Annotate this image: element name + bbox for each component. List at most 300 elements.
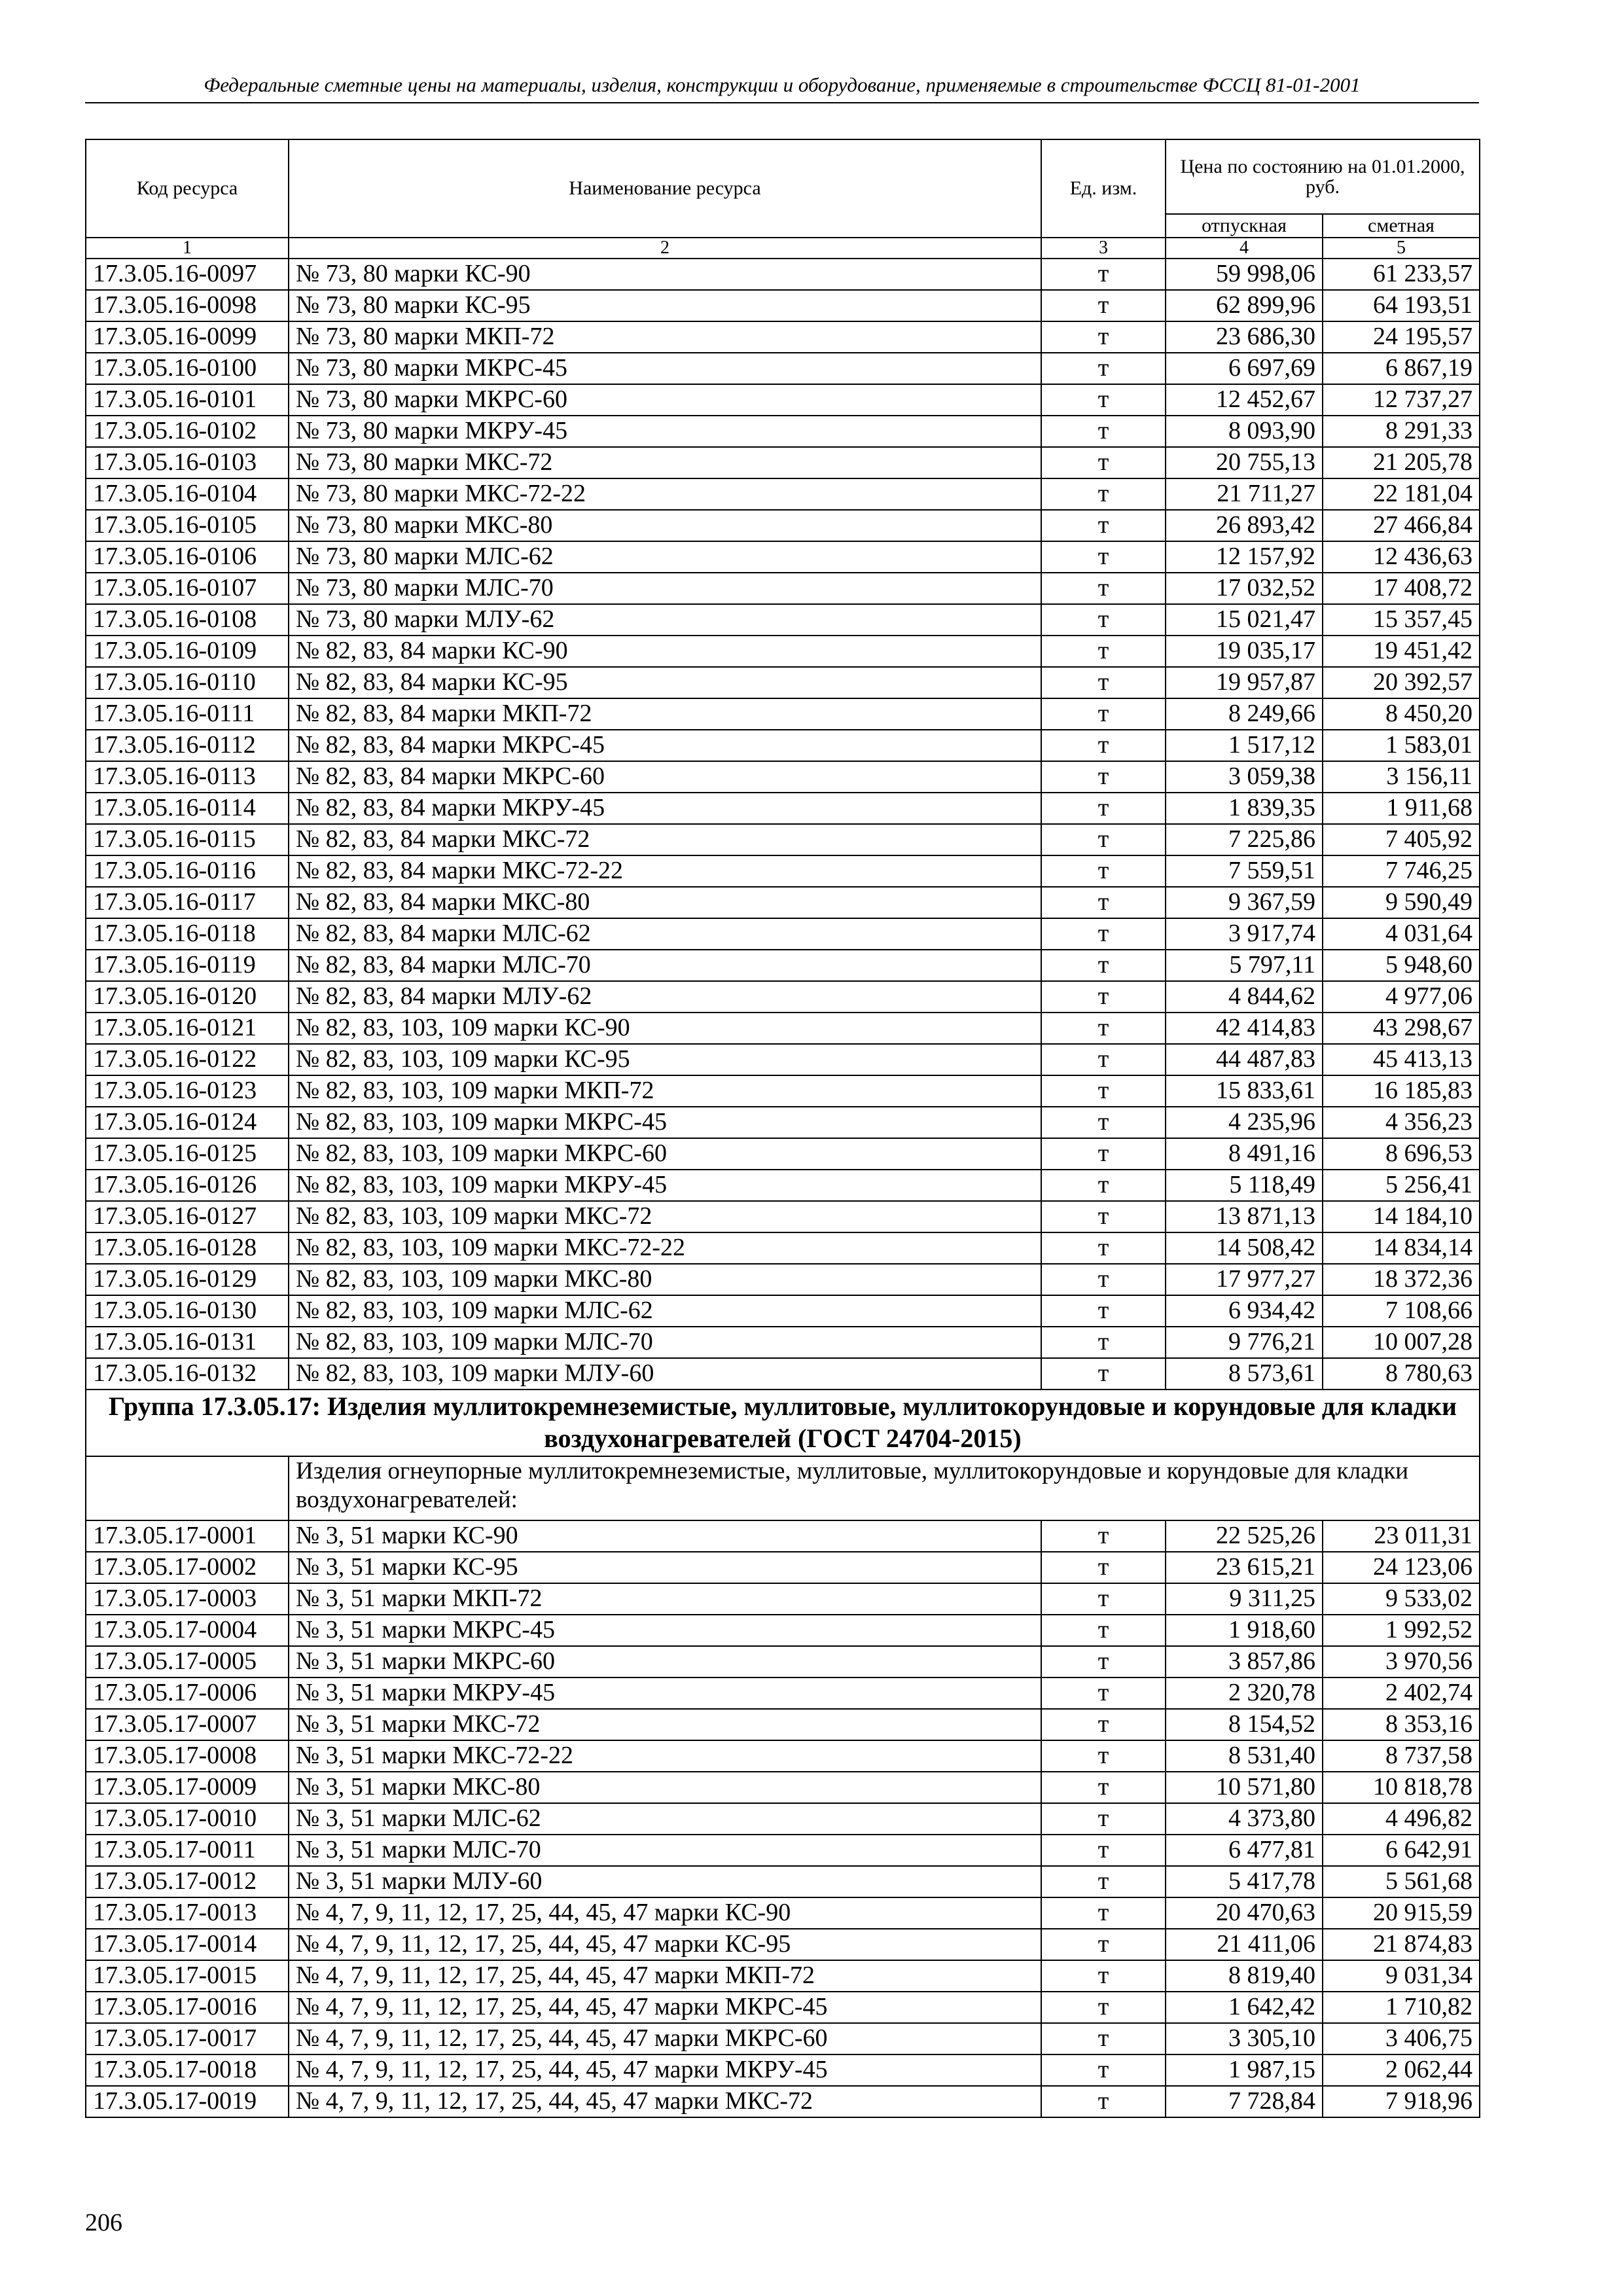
resource-name: № 82, 83, 103, 109 марки МЛС-62	[289, 1295, 1041, 1327]
table-row	[86, 290, 1480, 321]
release-price: 8 531,40	[1166, 1740, 1323, 1772]
table-row	[86, 1835, 1480, 1866]
resource-code: 17.3.05.16-0109	[86, 636, 289, 667]
resource-name: № 3, 51 марки МКС-72	[289, 1709, 1041, 1740]
release-price: 7 225,86	[1166, 824, 1323, 855]
estimate-price: 6 867,19	[1323, 353, 1480, 384]
estimate-price: 61 233,57	[1323, 259, 1480, 290]
resource-code: 17.3.05.16-0104	[86, 478, 289, 510]
table-row	[86, 478, 1480, 510]
unit-of-measure: т	[1041, 353, 1166, 384]
estimate-price: 27 466,84	[1323, 510, 1480, 541]
table-row	[86, 1615, 1480, 1646]
estimate-price: 4 496,82	[1323, 1803, 1480, 1835]
resource-code: 17.3.05.17-0012	[86, 1866, 289, 1897]
table-row	[86, 510, 1480, 541]
unit-of-measure: т	[1041, 698, 1166, 730]
release-price: 9 367,59	[1166, 887, 1323, 918]
unit-of-measure: т	[1041, 636, 1166, 667]
resource-code: 17.3.05.16-0124	[86, 1107, 289, 1138]
estimate-price: 24 123,06	[1323, 1552, 1480, 1583]
unit-of-measure: т	[1041, 1107, 1166, 1138]
estimate-price: 1 710,82	[1323, 1992, 1480, 2023]
unit-of-measure: т	[1041, 604, 1166, 636]
table-row	[86, 1992, 1480, 2023]
subgroup-code-cell	[86, 1456, 289, 1520]
resource-name: № 82, 83, 84 марки МКРС-45	[289, 730, 1041, 761]
resource-code: 17.3.05.16-0103	[86, 447, 289, 478]
table-row	[86, 604, 1480, 636]
resource-name: № 3, 51 марки МЛС-70	[289, 1835, 1041, 1866]
resource-name: № 82, 83, 84 марки МКРС-60	[289, 761, 1041, 793]
header-name: Наименование ресурса	[289, 139, 1041, 238]
resource-code: 17.3.05.16-0100	[86, 353, 289, 384]
resource-code: 17.3.05.17-0006	[86, 1677, 289, 1709]
unit-of-measure: т	[1041, 1295, 1166, 1327]
unit-of-measure: т	[1041, 1138, 1166, 1170]
resource-name: № 73, 80 марки МЛС-62	[289, 541, 1041, 573]
unit-of-measure: т	[1041, 1013, 1166, 1044]
resource-code: 17.3.05.16-0097	[86, 259, 289, 290]
release-price: 13 871,13	[1166, 1201, 1323, 1232]
resource-code: 17.3.05.17-0004	[86, 1615, 289, 1646]
header-price: Цена по состоянию на 01.01.2000, руб.	[1166, 139, 1480, 214]
release-price: 7 559,51	[1166, 855, 1323, 887]
resource-code: 17.3.05.16-0105	[86, 510, 289, 541]
estimate-price: 17 408,72	[1323, 573, 1480, 604]
unit-of-measure: т	[1041, 1803, 1166, 1835]
release-price: 59 998,06	[1166, 259, 1323, 290]
resource-name: № 73, 80 марки КС-90	[289, 259, 1041, 290]
release-price: 8 819,40	[1166, 1960, 1323, 1992]
resource-name: № 82, 83, 103, 109 марки МКП-72	[289, 1075, 1041, 1107]
column-number: 1	[86, 238, 289, 259]
estimate-price: 24 195,57	[1323, 321, 1480, 353]
table-row	[86, 918, 1480, 950]
release-price: 14 508,42	[1166, 1232, 1323, 1264]
resource-code: 17.3.05.17-0016	[86, 1992, 289, 2023]
table-row	[86, 1866, 1480, 1897]
estimate-price: 12 737,27	[1323, 384, 1480, 416]
release-price: 5 797,11	[1166, 950, 1323, 981]
unit-of-measure: т	[1041, 541, 1166, 573]
header-release-price: отпускная	[1166, 214, 1323, 238]
release-price: 1 517,12	[1166, 730, 1323, 761]
rows-section-b	[86, 1520, 1480, 2117]
resource-name: № 82, 83, 103, 109 марки МКС-72-22	[289, 1232, 1041, 1264]
estimate-price: 3 970,56	[1323, 1646, 1480, 1677]
table-row	[86, 2086, 1480, 2117]
resource-code: 17.3.05.16-0099	[86, 321, 289, 353]
release-price: 20 470,63	[1166, 1897, 1323, 1929]
release-price: 1 987,15	[1166, 2054, 1323, 2086]
unit-of-measure: т	[1041, 855, 1166, 887]
estimate-price: 8 291,33	[1323, 416, 1480, 447]
resource-name: № 3, 51 марки МЛС-62	[289, 1803, 1041, 1835]
resource-name: № 82, 83, 103, 109 марки МКС-80	[289, 1264, 1041, 1295]
estimate-price: 16 185,83	[1323, 1075, 1480, 1107]
table-row	[86, 2023, 1480, 2054]
resource-name: № 3, 51 марки МКП-72	[289, 1583, 1041, 1615]
resource-name: № 82, 83, 103, 109 марки КС-95	[289, 1044, 1041, 1075]
release-price: 9 311,25	[1166, 1583, 1323, 1615]
resource-name: № 73, 80 марки МКП-72	[289, 321, 1041, 353]
resource-code: 17.3.05.16-0118	[86, 918, 289, 950]
unit-of-measure: т	[1041, 290, 1166, 321]
resource-code: 17.3.05.16-0125	[86, 1138, 289, 1170]
release-price: 8 573,61	[1166, 1358, 1323, 1390]
estimate-price: 20 392,57	[1323, 667, 1480, 698]
estimate-price: 1 583,01	[1323, 730, 1480, 761]
resource-name: № 82, 83, 84 марки МКС-72	[289, 824, 1041, 855]
resource-code: 17.3.05.16-0131	[86, 1327, 289, 1358]
resource-name: № 3, 51 марки МКРС-45	[289, 1615, 1041, 1646]
table-row	[86, 1772, 1480, 1803]
subgroup-title: Изделия огнеупорные муллитокремнеземистые, муллитовые, муллитокорундовые и корундовые для кладки воздухонагревателей:	[289, 1456, 1480, 1520]
header-unit: Ед. изм.	[1041, 139, 1166, 238]
release-price: 21 411,06	[1166, 1929, 1323, 1960]
unit-of-measure: т	[1041, 2054, 1166, 2086]
table-row	[86, 353, 1480, 384]
resource-name: № 82, 83, 84 марки МЛС-70	[289, 950, 1041, 981]
header-code: Код ресурса	[86, 139, 289, 238]
release-price: 9 776,21	[1166, 1327, 1323, 1358]
unit-of-measure: т	[1041, 1677, 1166, 1709]
estimate-price: 12 436,63	[1323, 541, 1480, 573]
estimate-price: 2 402,74	[1323, 1677, 1480, 1709]
table-row	[86, 1013, 1480, 1044]
estimate-price: 43 298,67	[1323, 1013, 1480, 1044]
resource-name: № 82, 83, 103, 109 марки МКРУ-45	[289, 1170, 1041, 1201]
estimate-price: 8 450,20	[1323, 698, 1480, 730]
unit-of-measure: т	[1041, 1327, 1166, 1358]
rows-section-a	[86, 259, 1480, 1390]
table-row	[86, 1264, 1480, 1295]
resource-name: № 82, 83, 103, 109 марки МЛС-70	[289, 1327, 1041, 1358]
estimate-price: 5 561,68	[1323, 1866, 1480, 1897]
estimate-price: 5 256,41	[1323, 1170, 1480, 1201]
unit-of-measure: т	[1041, 1646, 1166, 1677]
table-row	[86, 698, 1480, 730]
estimate-price: 9 533,02	[1323, 1583, 1480, 1615]
unit-of-measure: т	[1041, 1232, 1166, 1264]
column-number: 4	[1166, 238, 1323, 259]
table-row	[86, 541, 1480, 573]
unit-of-measure: т	[1041, 1960, 1166, 1992]
table-row	[86, 1520, 1480, 1552]
unit-of-measure: т	[1041, 384, 1166, 416]
release-price: 23 686,30	[1166, 321, 1323, 353]
estimate-price: 18 372,36	[1323, 1264, 1480, 1295]
table-row	[86, 2054, 1480, 2086]
resource-name: № 73, 80 марки МКРС-60	[289, 384, 1041, 416]
release-price: 4 844,62	[1166, 981, 1323, 1013]
resource-code: 17.3.05.16-0116	[86, 855, 289, 887]
table-row	[86, 1232, 1480, 1264]
resource-name: № 73, 80 марки МКС-80	[289, 510, 1041, 541]
table-row	[86, 1138, 1480, 1170]
table-row	[86, 1929, 1480, 1960]
estimate-price: 19 451,42	[1323, 636, 1480, 667]
table-row	[86, 1709, 1480, 1740]
estimate-price: 8 780,63	[1323, 1358, 1480, 1390]
group-title: Группа 17.3.05.17: Изделия муллитокремнеземистые, муллитовые, муллитокорундовые и корундовые для кладки воздухонагревателей (ГОСТ 24704-2015)	[86, 1390, 1480, 1456]
release-price: 42 414,83	[1166, 1013, 1323, 1044]
estimate-price: 9 031,34	[1323, 1960, 1480, 1992]
table-row	[86, 981, 1480, 1013]
resource-code: 17.3.05.17-0005	[86, 1646, 289, 1677]
resource-name: № 4, 7, 9, 11, 12, 17, 25, 44, 45, 47 марки МКРС-45	[289, 1992, 1041, 2023]
resource-name: № 82, 83, 84 марки МКРУ-45	[289, 793, 1041, 824]
table-row	[86, 1201, 1480, 1232]
resource-code: 17.3.05.17-0009	[86, 1772, 289, 1803]
estimate-price: 3 406,75	[1323, 2023, 1480, 2054]
resource-code: 17.3.05.16-0111	[86, 698, 289, 730]
release-price: 20 755,13	[1166, 447, 1323, 478]
resource-code: 17.3.05.16-0101	[86, 384, 289, 416]
resource-code: 17.3.05.17-0003	[86, 1583, 289, 1615]
release-price: 12 452,67	[1166, 384, 1323, 416]
table-row	[86, 1295, 1480, 1327]
resource-code: 17.3.05.16-0117	[86, 887, 289, 918]
resource-code: 17.3.05.16-0114	[86, 793, 289, 824]
estimate-price: 7 108,66	[1323, 1295, 1480, 1327]
release-price: 17 977,27	[1166, 1264, 1323, 1295]
estimate-price: 1 992,52	[1323, 1615, 1480, 1646]
resource-name: № 82, 83, 103, 109 марки МКС-72	[289, 1201, 1041, 1232]
unit-of-measure: т	[1041, 510, 1166, 541]
estimate-price: 9 590,49	[1323, 887, 1480, 918]
resource-name: № 82, 83, 84 марки КС-90	[289, 636, 1041, 667]
column-number: 2	[289, 238, 1041, 259]
unit-of-measure: т	[1041, 416, 1166, 447]
resource-code: 17.3.05.16-0107	[86, 573, 289, 604]
header-estimate-price: сметная	[1323, 214, 1480, 238]
resource-name: № 4, 7, 9, 11, 12, 17, 25, 44, 45, 47 марки МКС-72	[289, 2086, 1041, 2117]
resource-name: № 82, 83, 84 марки МКС-72-22	[289, 855, 1041, 887]
release-price: 3 857,86	[1166, 1646, 1323, 1677]
resource-name: № 73, 80 марки МКРС-45	[289, 353, 1041, 384]
estimate-price: 7 746,25	[1323, 855, 1480, 887]
release-price: 12 157,92	[1166, 541, 1323, 573]
estimate-price: 14 184,10	[1323, 1201, 1480, 1232]
price-table	[85, 139, 1480, 2118]
release-price: 22 525,26	[1166, 1520, 1323, 1552]
estimate-price: 20 915,59	[1323, 1897, 1480, 1929]
table-row	[86, 1552, 1480, 1583]
table-row	[86, 824, 1480, 855]
unit-of-measure: т	[1041, 1358, 1166, 1390]
resource-name: № 82, 83, 84 марки МЛУ-62	[289, 981, 1041, 1013]
unit-of-measure: т	[1041, 793, 1166, 824]
release-price: 2 320,78	[1166, 1677, 1323, 1709]
table-row	[86, 1327, 1480, 1358]
table-row	[86, 1107, 1480, 1138]
resource-name: № 3, 51 марки МКС-72-22	[289, 1740, 1041, 1772]
unit-of-measure: т	[1041, 887, 1166, 918]
release-price: 19 035,17	[1166, 636, 1323, 667]
release-price: 19 957,87	[1166, 667, 1323, 698]
unit-of-measure: т	[1041, 1929, 1166, 1960]
estimate-price: 8 353,16	[1323, 1709, 1480, 1740]
page-number: 206	[85, 2209, 122, 2236]
release-price: 10 571,80	[1166, 1772, 1323, 1803]
estimate-price: 5 948,60	[1323, 950, 1480, 981]
resource-code: 17.3.05.16-0102	[86, 416, 289, 447]
resource-code: 17.3.05.16-0106	[86, 541, 289, 573]
estimate-price: 23 011,31	[1323, 1520, 1480, 1552]
resource-name: № 82, 83, 103, 109 марки МЛУ-60	[289, 1358, 1041, 1390]
resource-code: 17.3.05.17-0015	[86, 1960, 289, 1992]
resource-code: 17.3.05.17-0018	[86, 2054, 289, 2086]
resource-name: № 4, 7, 9, 11, 12, 17, 25, 44, 45, 47 марки МКП-72	[289, 1960, 1041, 1992]
resource-name: № 82, 83, 103, 109 марки МКРС-60	[289, 1138, 1041, 1170]
table-row	[86, 730, 1480, 761]
estimate-price: 6 642,91	[1323, 1835, 1480, 1866]
release-price: 44 487,83	[1166, 1044, 1323, 1075]
unit-of-measure: т	[1041, 1835, 1166, 1866]
resource-code: 17.3.05.16-0126	[86, 1170, 289, 1201]
estimate-price: 21 205,78	[1323, 447, 1480, 478]
unit-of-measure: т	[1041, 573, 1166, 604]
resource-code: 17.3.05.16-0121	[86, 1013, 289, 1044]
resource-name: № 73, 80 марки МКС-72-22	[289, 478, 1041, 510]
resource-code: 17.3.05.17-0002	[86, 1552, 289, 1583]
table-row	[86, 1044, 1480, 1075]
release-price: 7 728,84	[1166, 2086, 1323, 2117]
unit-of-measure: т	[1041, 1897, 1166, 1929]
release-price: 15 833,61	[1166, 1075, 1323, 1107]
resource-name: № 73, 80 марки МКРУ-45	[289, 416, 1041, 447]
resource-code: 17.3.05.16-0112	[86, 730, 289, 761]
release-price: 1 839,35	[1166, 793, 1323, 824]
resource-name: № 82, 83, 84 марки КС-95	[289, 667, 1041, 698]
table-row	[86, 793, 1480, 824]
release-price: 8 249,66	[1166, 698, 1323, 730]
subgroup-row	[86, 1456, 1480, 1520]
unit-of-measure: т	[1041, 447, 1166, 478]
unit-of-measure: т	[1041, 1044, 1166, 1075]
resource-code: 17.3.05.17-0001	[86, 1520, 289, 1552]
resource-code: 17.3.05.16-0127	[86, 1201, 289, 1232]
resource-code: 17.3.05.17-0011	[86, 1835, 289, 1866]
resource-name: № 82, 83, 84 марки МКС-80	[289, 887, 1041, 918]
unit-of-measure: т	[1041, 2023, 1166, 2054]
table-row	[86, 1358, 1480, 1390]
resource-code: 17.3.05.16-0119	[86, 950, 289, 981]
running-header: Федеральные сметные цены на материалы, изделия, конструкции и оборудование, применяемые в строительстве ФССЦ 81-01-2001	[85, 73, 1479, 103]
unit-of-measure: т	[1041, 1709, 1166, 1740]
table-row	[86, 636, 1480, 667]
table-row	[86, 1960, 1480, 1992]
table-row	[86, 1740, 1480, 1772]
table-row	[86, 887, 1480, 918]
unit-of-measure: т	[1041, 667, 1166, 698]
table-row	[86, 1583, 1480, 1615]
unit-of-measure: т	[1041, 1520, 1166, 1552]
resource-code: 17.3.05.16-0122	[86, 1044, 289, 1075]
unit-of-measure: т	[1041, 2086, 1166, 2117]
unit-of-measure: т	[1041, 730, 1166, 761]
resource-name: № 4, 7, 9, 11, 12, 17, 25, 44, 45, 47 марки КС-95	[289, 1929, 1041, 1960]
unit-of-measure: т	[1041, 1075, 1166, 1107]
resource-name: № 73, 80 марки МЛС-70	[289, 573, 1041, 604]
release-price: 8 154,52	[1166, 1709, 1323, 1740]
table-row	[86, 447, 1480, 478]
resource-code: 17.3.05.16-0115	[86, 824, 289, 855]
unit-of-measure: т	[1041, 981, 1166, 1013]
resource-code: 17.3.05.16-0108	[86, 604, 289, 636]
table-row	[86, 1677, 1480, 1709]
column-number-row	[86, 238, 1480, 259]
unit-of-measure: т	[1041, 1866, 1166, 1897]
resource-code: 17.3.05.16-0098	[86, 290, 289, 321]
table-row	[86, 1897, 1480, 1929]
release-price: 5 118,49	[1166, 1170, 1323, 1201]
release-price: 6 697,69	[1166, 353, 1323, 384]
table-row	[86, 761, 1480, 793]
unit-of-measure: т	[1041, 321, 1166, 353]
estimate-price: 10 818,78	[1323, 1772, 1480, 1803]
resource-code: 17.3.05.17-0010	[86, 1803, 289, 1835]
resource-name: № 3, 51 марки МКРС-60	[289, 1646, 1041, 1677]
resource-name: № 82, 83, 103, 109 марки МКРС-45	[289, 1107, 1041, 1138]
estimate-price: 1 911,68	[1323, 793, 1480, 824]
release-price: 8 093,90	[1166, 416, 1323, 447]
resource-code: 17.3.05.16-0113	[86, 761, 289, 793]
resource-code: 17.3.05.17-0019	[86, 2086, 289, 2117]
estimate-price: 8 737,58	[1323, 1740, 1480, 1772]
estimate-price: 8 696,53	[1323, 1138, 1480, 1170]
estimate-price: 3 156,11	[1323, 761, 1480, 793]
release-price: 6 477,81	[1166, 1835, 1323, 1866]
table-row	[86, 1803, 1480, 1835]
resource-code: 17.3.05.17-0008	[86, 1740, 289, 1772]
estimate-price: 4 031,64	[1323, 918, 1480, 950]
table-row	[86, 1075, 1480, 1107]
resource-name: № 4, 7, 9, 11, 12, 17, 25, 44, 45, 47 марки МКРС-60	[289, 2023, 1041, 2054]
unit-of-measure: т	[1041, 824, 1166, 855]
release-price: 6 934,42	[1166, 1295, 1323, 1327]
estimate-price: 4 977,06	[1323, 981, 1480, 1013]
estimate-price: 4 356,23	[1323, 1107, 1480, 1138]
release-price: 1 918,60	[1166, 1615, 1323, 1646]
resource-name: № 82, 83, 84 марки МЛС-62	[289, 918, 1041, 950]
estimate-price: 7 918,96	[1323, 2086, 1480, 2117]
unit-of-measure: т	[1041, 761, 1166, 793]
estimate-price: 2 062,44	[1323, 2054, 1480, 2086]
estimate-price: 10 007,28	[1323, 1327, 1480, 1358]
column-number: 3	[1041, 238, 1166, 259]
table-row	[86, 573, 1480, 604]
release-price: 23 615,21	[1166, 1552, 1323, 1583]
resource-name: № 3, 51 марки МЛУ-60	[289, 1866, 1041, 1897]
estimate-price: 21 874,83	[1323, 1929, 1480, 1960]
estimate-price: 7 405,92	[1323, 824, 1480, 855]
release-price: 17 032,52	[1166, 573, 1323, 604]
unit-of-measure: т	[1041, 1740, 1166, 1772]
unit-of-measure: т	[1041, 1772, 1166, 1803]
table-row	[86, 855, 1480, 887]
release-price: 3 305,10	[1166, 2023, 1323, 2054]
resource-code: 17.3.05.17-0007	[86, 1709, 289, 1740]
resource-name: № 82, 83, 84 марки МКП-72	[289, 698, 1041, 730]
estimate-price: 15 357,45	[1323, 604, 1480, 636]
resource-code: 17.3.05.16-0128	[86, 1232, 289, 1264]
resource-name: № 4, 7, 9, 11, 12, 17, 25, 44, 45, 47 марки МКРУ-45	[289, 2054, 1041, 2086]
resource-name: № 73, 80 марки КС-95	[289, 290, 1041, 321]
table-row	[86, 950, 1480, 981]
